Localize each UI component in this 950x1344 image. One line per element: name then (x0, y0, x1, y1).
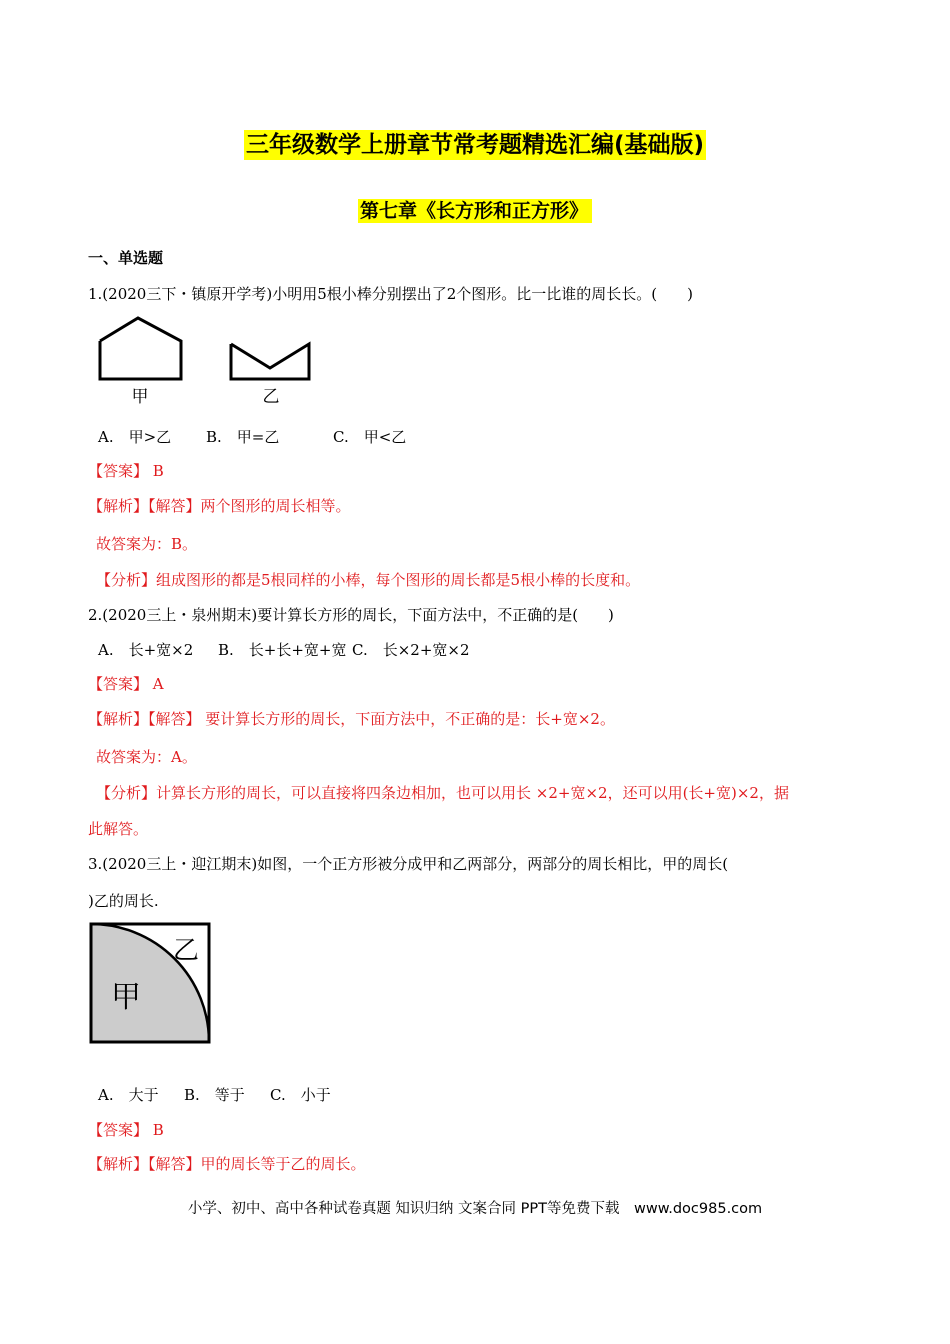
q3-figure (88, 921, 214, 1047)
q3-option-b: B. 等于 (184, 1086, 245, 1104)
q1-shape-jia (100, 318, 181, 379)
q2-answer: 【答案】 A (88, 675, 164, 693)
q1-stem: 1.(2020三下・镇原开学考)小明用5根小棒分别摆出了2个图形。比一比谁的周长长。( ) (88, 285, 693, 303)
q3-label-yi: 乙 (172, 936, 200, 966)
q2-explain-line2: 此解答。 (88, 820, 149, 838)
q3-option-c: C. 小于 (270, 1086, 331, 1104)
section-heading: 一、单选题 (88, 249, 164, 267)
q3-analysis: 【解析】【解答】甲的周长等于乙的周长。 (88, 1155, 366, 1173)
q1-conclusion: 故答案为：B。 (96, 535, 198, 553)
q2-stem: 2.(2020三上・泉州期末)要计算长方形的周长，下面方法中，不正确的是( ) (88, 606, 614, 624)
q1-label-jia: 甲 (131, 387, 149, 407)
q3-stem-line2: )乙的周长. (88, 892, 159, 910)
q1-explain: 【分析】组成图形的都是5根同样的小棒，每个图形的周长都是5根小棒的长度和。 (96, 571, 641, 589)
q2-explain-line1: 【分析】计算长方形的周长，可以直接将四条边相加，也可以用长 ×2+宽×2，还可以用(长+宽)×2，据 (96, 784, 789, 802)
q1-figure (88, 306, 328, 412)
chapter-title: 第七章《长方形和正方形》 (0, 196, 950, 223)
q1-option-b: B. 甲=乙 (206, 428, 280, 446)
document-title: 三年级数学上册章节常考题精选汇编(基础版) (245, 132, 705, 158)
q2-option-a: A. 长+宽×2 (98, 641, 194, 659)
q1-analysis: 【解析】【解答】两个图形的周长相等。 (88, 497, 351, 515)
q1-answer: 【答案】 B (88, 462, 164, 480)
q3-label-jia: 甲 (111, 980, 141, 1015)
q2-option-b: B. 长+长+宽+宽 (218, 641, 347, 659)
q1-option-c: C. 甲<乙 (333, 428, 407, 446)
q3-option-a: A. 大于 (98, 1086, 159, 1104)
q2-option-c: C. 长×2+宽×2 (352, 641, 470, 659)
q3-answer: 【答案】 B (88, 1121, 164, 1139)
q3-stem-line1: 3.(2020三上・迎江期末)如图，一个正方形被分成甲和乙两部分，两部分的周长相比，甲的周长( (88, 855, 729, 873)
q2-conclusion: 故答案为：A。 (96, 748, 197, 766)
q1-label-yi: 乙 (262, 387, 280, 407)
q2-analysis: 【解析】【解答】 要计算长方形的周长，下面方法中，不正确的是：长+宽×2。 (88, 710, 615, 728)
q1-option-a: A. 甲>乙 (98, 428, 172, 446)
q1-shape-yi (231, 344, 309, 379)
page-footer: 小学、初中、高中各种试卷真题 知识归纳 文案合同 PPT等免费下载 www.doc985.com (187, 1201, 763, 1217)
